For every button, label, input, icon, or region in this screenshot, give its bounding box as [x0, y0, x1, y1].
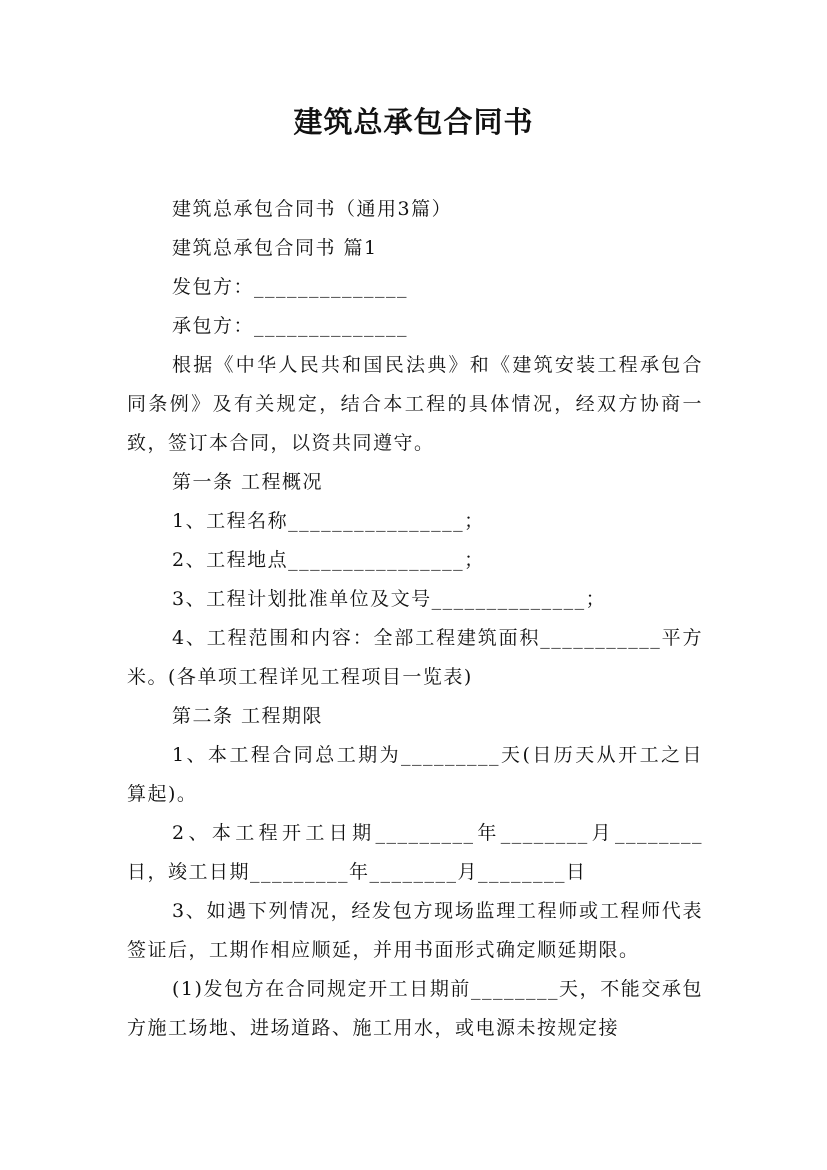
clause-1-4: 4、工程范围和内容：全部工程建筑面积___________平方米。(各单项工程详见工程项目一览表) — [127, 627, 703, 688]
clause-2-1: 1、本工程合同总工期为_________天(日历天从开工之日算起)。 — [127, 744, 703, 805]
document-body — [127, 190, 703, 1048]
article-2-heading: 第二条 工程期限 — [172, 705, 324, 727]
paragraph-subtitle: 建筑总承包合同书（通用3篇） — [172, 198, 453, 220]
document-title: 建筑总承包合同书 — [293, 105, 534, 139]
clause-1-2: 2、工程地点________________； — [172, 549, 485, 571]
paragraph-employer: 发包方：______________ — [172, 276, 409, 298]
paragraph-preamble: 根据《中华人民共和国民法典》和《建筑安装工程承包合同条例》及有关规定，结合本工程的具体情况，经双方协商一致，签订本合同，以资共同遵守。 — [127, 354, 703, 454]
clause-2-3-item-1: (1)发包方在合同规定开工日期前________天，不能交承包方施工场地、进场道路、施工用水，或电源未按规定接 — [127, 978, 703, 1039]
paragraph-contractor: 承包方：______________ — [172, 315, 409, 337]
clause-1-3: 3、工程计划批准单位及文号______________； — [172, 588, 607, 610]
clause-2-2: 2、本工程开工日期_________年________月________日，竣工日期_________年________月________日 — [127, 822, 703, 883]
clause-2-3: 3、如遇下列情况，经发包方现场监理工程师或工程师代表签证后，工期作相应顺延，并用书面形式确定顺延期限。 — [127, 900, 703, 961]
paragraph-part-heading: 建筑总承包合同书 篇1 — [172, 237, 378, 259]
article-1-heading: 第一条 工程概况 — [172, 471, 324, 493]
clause-1-1: 1、工程名称________________； — [172, 510, 485, 532]
